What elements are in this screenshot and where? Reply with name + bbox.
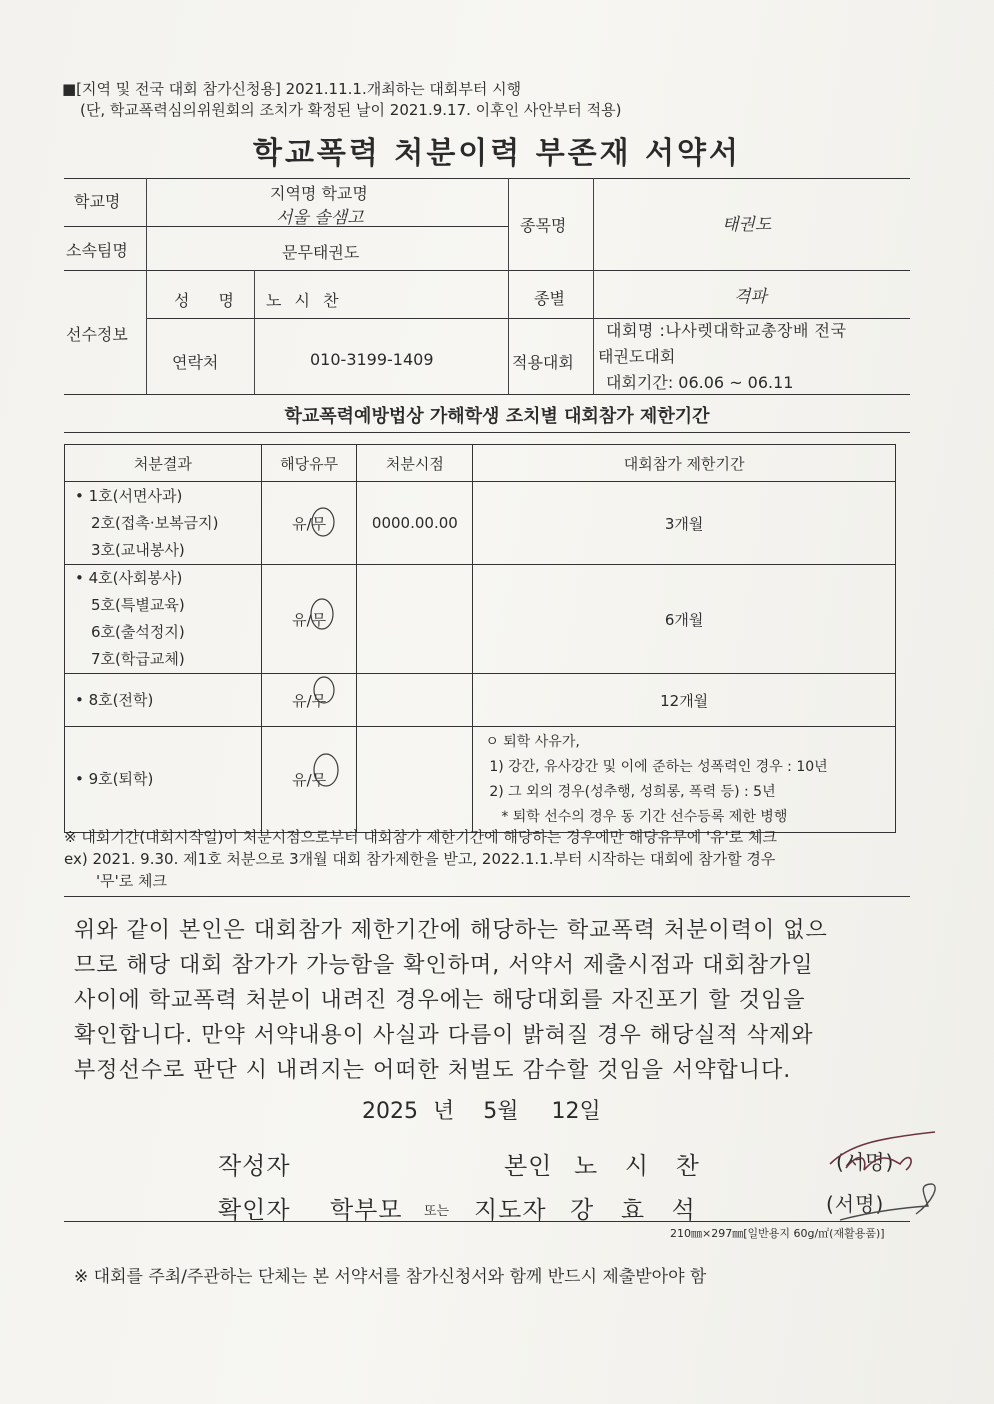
- confirmer-name: 강 효 석: [570, 1196, 705, 1224]
- document-title: 학교폭력 처분이력 부존재 서약서: [252, 136, 742, 171]
- competition-name-line1: 대회명 :나사렛대학교총장배 전국: [606, 321, 847, 340]
- pledge-text: [74, 913, 828, 1088]
- school-value: 서울 솔샘고: [276, 208, 364, 228]
- confirmer-role-2: 지도자: [474, 1196, 547, 1224]
- writer-sign-label: (서명): [836, 1150, 895, 1174]
- restriction-section-title: 학교폭력예방법상 가해학생 조치별 대회참가 제한기간: [284, 406, 710, 427]
- result-item: • 1호(서면사과): [75, 486, 183, 505]
- note-line: ex) 2021. 9.30. 제1호 처분으로 3개월 대회 참가제한을 받고, 2022.1.1.부터 시작하는 대회에 참가할 경우: [64, 850, 776, 868]
- pledge-line: 부정선수로 판단 시 내려지는 어떠한 처벌도 감수할 것임을 서약합니다.: [74, 1058, 792, 1083]
- period-note-line: 1) 강간, 유사강간 및 이에 준하는 성폭력인 경우 : 10년: [489, 758, 828, 775]
- header-line-1: ■[지역 및 전국 대회 참가신청용] 2021.11.1.개최하는 대회부터 시행: [62, 80, 522, 98]
- result-item: • 9호(퇴학): [75, 770, 154, 788]
- confirmer-label: 확인자: [218, 1196, 291, 1224]
- result-item: • 8호(전학): [75, 690, 154, 709]
- period-cell: 12개월: [473, 674, 896, 727]
- table-notes: [64, 826, 777, 892]
- note-line: '무'로 체크: [96, 872, 167, 890]
- confirmer-sign-label: (서명): [826, 1192, 885, 1216]
- col-header-date: 처분시점: [357, 445, 473, 482]
- pledge-line: 위와 같이 본인은 대회참가 제한기간에 해당하는 학교폭력 처분이력이 없으: [74, 918, 828, 943]
- category-value: 격파: [734, 287, 767, 307]
- event-label: 종목명: [520, 216, 567, 235]
- note-line: ※ 대회기간(대회시작일)이 처분시점으로부터 대회참가 제한기간에 해당하는 경우에만 해당유무에 '유'로 체크: [64, 828, 777, 846]
- date-month: 5월: [483, 1099, 519, 1124]
- footer-note: ※ 대회를 주최/주관하는 단체는 본 서약서를 참가신청서와 함께 반드시 제출받아야 함: [74, 1267, 707, 1287]
- applicable-cell: 유/무: [261, 482, 357, 565]
- pledge-line: 확인합니다. 만약 서약내용이 사실과 다름이 밝혀질 경우 해당실적 삭제와: [74, 1023, 814, 1048]
- competition-name-line2: 태권도대회: [598, 347, 676, 366]
- applicable-cell: 유/무: [261, 674, 357, 727]
- col-header-result: 처분결과: [65, 445, 262, 482]
- period-cell: 3개월: [473, 482, 896, 565]
- applicable-cell: 유/무: [261, 565, 357, 674]
- period-note-line: ㅇ 퇴학 사유가,: [485, 733, 580, 750]
- result-item: 7호(학급교체): [91, 650, 185, 668]
- date-cell: 0000.00.00: [357, 482, 473, 565]
- col-header-applicable: 해당유무: [261, 445, 357, 482]
- competition-label: 적용대회: [512, 353, 574, 372]
- contact-value: 010-3199-1409: [310, 350, 434, 369]
- confirmer-role: 학부모: [330, 1196, 403, 1224]
- date-year: 2025: [362, 1099, 418, 1124]
- handwritten-signature: [820, 1124, 950, 1224]
- col-header-period: 대회참가 제한기간: [473, 445, 896, 482]
- result-item: 6호(출석정지): [91, 623, 185, 641]
- writer-role: 본인: [504, 1152, 553, 1180]
- writer-name: 노 시 찬: [574, 1152, 709, 1180]
- name-value: 노 시 찬: [266, 291, 343, 310]
- header-line-2: (단, 학교폭력심의위원회의 조치가 확정된 날이 2021.9.17. 이후인 사안부터 적용): [80, 101, 622, 119]
- pledge-line: 사이에 학교폭력 처분이 내려진 경우에는 해당대회를 자진포기 할 것임을: [74, 988, 806, 1013]
- pledge-date: [362, 1094, 601, 1125]
- period-note-line: 2) 그 외의 경우(성추행, 성희롱, 폭력 등) : 5년: [489, 783, 776, 800]
- event-value: 태권도: [722, 215, 772, 235]
- player-info-label: 선수정보: [66, 325, 128, 344]
- signature-divider: [64, 1221, 910, 1222]
- result-item: 2호(접촉·보복금지): [91, 513, 219, 532]
- result-item: 3호(교내봉사): [91, 540, 185, 559]
- name-label: 성 명: [174, 291, 246, 310]
- notes-divider: [64, 896, 910, 897]
- contact-label: 연락처: [172, 353, 219, 372]
- writer-label: 작성자: [218, 1152, 291, 1180]
- school-label: 학교명: [74, 192, 121, 211]
- pledge-line: 므로 해당 대회 참가가 가능함을 확인하며, 서약서 제출시점과 대회참가일: [74, 953, 814, 978]
- period-note-line: * 퇴학 선수의 경우 동 기간 선수등록 제한 병행: [501, 808, 788, 825]
- paper-spec: 210㎜×297㎜[일반용지 60g/㎡(재활용품)]: [670, 1227, 885, 1240]
- or-text: 또는: [424, 1204, 450, 1219]
- result-item: • 4호(사회봉사): [75, 569, 183, 587]
- period-cell: 6개월: [473, 565, 896, 674]
- team-label: 소속팀명: [66, 241, 128, 260]
- competition-period: 대회기간: 06.06 ~ 06.11: [606, 373, 794, 392]
- result-item: 5호(특별교육): [91, 596, 185, 614]
- date-year-unit: 년: [433, 1099, 455, 1124]
- school-sub-label: 지역명 학교명: [270, 184, 368, 203]
- category-label: 종별: [534, 289, 565, 308]
- date-day: 12일: [551, 1099, 601, 1124]
- team-value: 문무태권도: [282, 243, 360, 262]
- applicable-cell: 유/무: [261, 727, 357, 833]
